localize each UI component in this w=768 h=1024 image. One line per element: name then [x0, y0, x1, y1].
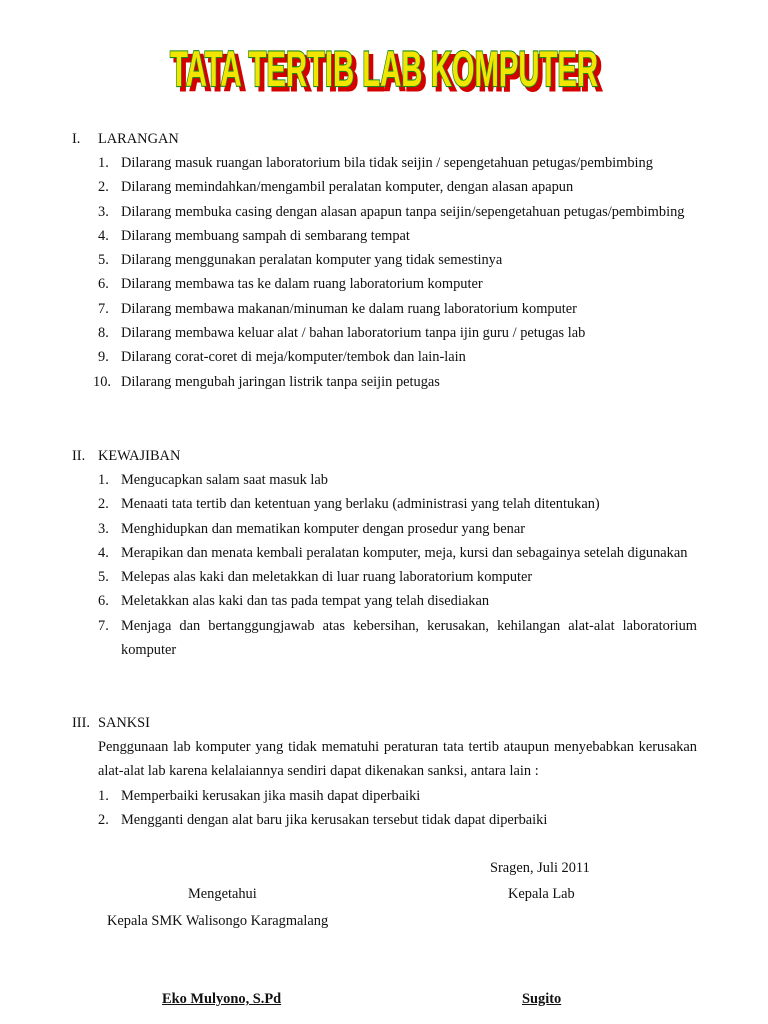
list-item: 1. Dilarang masuk ruangan laboratorium bila tidak seijin / sepengetahuan petugas/pembimbing — [98, 155, 653, 171]
section-number: III. — [72, 715, 90, 731]
list-item: 7. Dilarang membawa makanan/minuman ke dalam ruang laboratorium komputer — [98, 300, 577, 317]
list-item: 4. Dilarang membuang sampah di sembarang tempat — [98, 227, 410, 244]
sanksi-list — [72, 784, 697, 833]
larangan-list — [72, 151, 697, 394]
left-signer-role: Kepala SMK Walisongo Karagmalang — [107, 913, 329, 929]
section-number: I. — [72, 131, 81, 147]
list-item: 10. Dilarang mengubah jaringan listrik tanpa seijin petugas — [93, 373, 440, 390]
list-item: 3. Menghidupkan dan mematikan komputer dengan prosedur yang benar — [98, 520, 526, 537]
section-number: II. — [72, 448, 86, 464]
kewajiban-list — [72, 468, 697, 662]
list-item: 1. Memperbaiki kerusakan jika masih dapat diperbaiki — [98, 787, 421, 804]
list-item: 2. Menaati tata tertib dan ketentuan yang berlaku (administrasi yang telah ditentukan) — [98, 496, 600, 513]
left-signer-name: Eko Mulyono, S.Pd — [162, 991, 282, 1007]
title-shadow: TATA TERTIB LAB KOMPUTER — [174, 45, 602, 101]
list-item: 5. Melepas alas kaki dan meletakkan di luar ruang laboratorium komputer — [98, 569, 533, 586]
title-wordart — [159, 28, 609, 106]
list-item: 4. Merapikan dan menata kembali peralatan komputer, meja, kursi dan sebagainya setelah digunakan — [98, 544, 688, 561]
list-item: 6. Dilarang membawa tas ke dalam ruang laboratorium komputer — [98, 276, 483, 293]
place-date: Sragen, Juli 2011 — [490, 860, 590, 876]
list-item: 7. Menjaga dan bertanggungjawab atas kebersihan, kerusakan, kehilangan alat-alat laboratorium komputer — [98, 617, 697, 659]
section-title: KEWAJIBAN — [98, 448, 181, 464]
right-signer-label: Kepala Lab — [508, 886, 575, 902]
section-larangan — [72, 127, 697, 394]
list-item: 8. Dilarang membawa keluar alat / bahan laboratorium tanpa ijin guru / petugas lab — [98, 325, 586, 342]
section-heading — [72, 444, 697, 468]
title-text: TATA TERTIB LAB KOMPUTER — [170, 41, 598, 97]
section-heading — [72, 127, 697, 151]
section-title: LARANGAN — [98, 131, 179, 147]
list-item: 2. Dilarang memindahkan/mengambil peralatan komputer, dengan alasan apapun — [98, 179, 574, 196]
list-item: 3. Dilarang membuka casing dengan alasan apapun tanpa seijin/sepengetahuan petugas/pembimbing — [98, 203, 685, 220]
list-item: 1. Mengucapkan salam saat masuk lab — [98, 472, 328, 488]
list-item: 9. Dilarang corat-coret di meja/komputer/tembok dan lain-lain — [98, 349, 466, 366]
list-item: 6. Meletakkan alas kaki dan tas pada tempat yang telah disediakan — [98, 593, 490, 610]
sanksi-paragraph: Penggunaan lab komputer yang tidak mematuhi peraturan tata tertib ataupun menyebabkan kerusakan alat-alat lab karena kelalaiannya sendiri dapat dikenakan sanksi, antara lain : — [98, 739, 697, 780]
section-sanksi — [72, 711, 697, 832]
left-signer-label: Mengetahui — [188, 886, 257, 902]
section-title: SANKSI — [98, 715, 150, 731]
right-signer-name: Sugito — [522, 991, 562, 1007]
section-kewajiban — [72, 444, 697, 662]
section-heading — [72, 711, 697, 735]
list-item: 2. Mengganti dengan alat baru jika kerusakan tersebut tidak dapat diperbaiki — [98, 811, 548, 828]
list-item: 5. Dilarang menggunakan peralatan komputer yang tidak semestinya — [98, 252, 503, 269]
page-title — [0, 28, 768, 106]
